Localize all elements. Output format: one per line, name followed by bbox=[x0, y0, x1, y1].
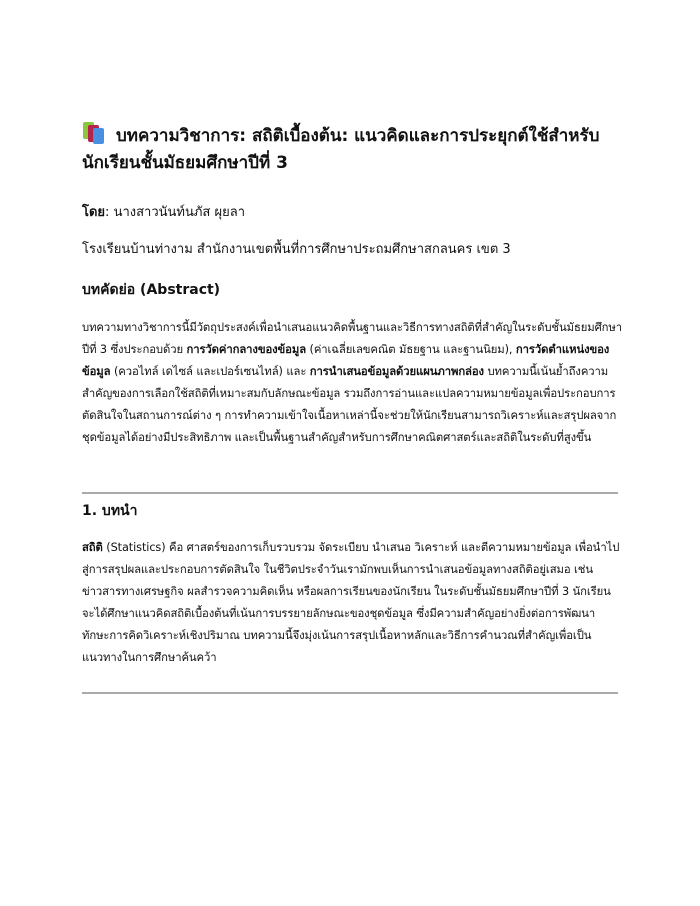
school-affiliation: โรงเรียนบ้านท่างาม สำนักงานเขตพื้นที่การศึกษาประถมศึกษาสกลนคร เขต 3 bbox=[82, 242, 511, 257]
abstract-heading: บทคัดย่อ (Abstract) bbox=[82, 282, 221, 298]
abstract-text: บทความทางวิชาการนี้มีวัตถุประสงค์เพื่อนำเสนอแนวคิดพื้นฐานและวิธีการทางสถิติที่สำคัญในระดับชั้นมัธยมศึกษาปีที่ 3 ซึ่งประกอบด้วย bbox=[82, 321, 622, 356]
section-divider bbox=[82, 492, 618, 494]
abstract-term-boxplot: การนำเสนอข้อมูลด้วยแผนภาพกล่อง bbox=[309, 365, 484, 378]
abstract-term-central-tendency: การวัดค่ากลางของข้อมูล bbox=[186, 343, 307, 356]
section-divider bbox=[82, 692, 618, 694]
books-icon bbox=[82, 122, 108, 144]
byline-label: โดย bbox=[82, 205, 106, 220]
introduction-term: สถิติ bbox=[82, 541, 103, 554]
abstract-text: (ค่าเฉลี่ยเลขคณิต มัธยฐาน และฐานนิยม), bbox=[306, 343, 516, 356]
abstract-paragraph bbox=[82, 317, 622, 449]
introduction-body: (Statistics) คือ ศาสตร์ของการเก็บรวบรวม จัดระเบียบ นำเสนอ วิเคราะห์ และตีความหมายข้อมูล เพื่อนำไปสู่การสรุปผลและประกอบการตัดสินใจ ในชีวิตประจำวันเรามักพบเห็นการนำเสนอข้อมูลทางสถิติอยู่เสมอ เช่น ข่าวสารทางเศรษฐกิจ ผลสำรวจความคิดเห็น หรือผลการเรียนของนักเรียน ในระดับชั้นมัธยมศึกษาปีที่ 3 นักเรียนจะได้ศึกษาแนวคิดสถิติเบื้องต้นที่เน้นการบรรยายลักษณะของชุดข้อมูล ซึ่งมีความสำคัญอย่างยิ่งต่อการพัฒนาทักษะการคิดวิเคราะห์เชิงปริมาณ บทความนี้จึงมุ่งเน้นการสรุปเนื้อหาหลักและวิธีการคำนวณที่สำคัญเพื่อเป็นแนวทางในการศึกษาค้นคว้า bbox=[82, 541, 620, 664]
introduction-heading: 1. บทนำ bbox=[82, 503, 138, 519]
author-name: นางสาวนันท์นภัส ผุยลา bbox=[113, 205, 245, 220]
document-title bbox=[82, 122, 618, 177]
title-text: บทความวิชาการ: สถิติเบื้องต้น: แนวคิดและการประยุกต์ใช้สำหรับนักเรียนชั้นมัธยมศึกษาปีที่ 3 bbox=[82, 126, 600, 173]
byline-separator: : bbox=[105, 205, 114, 220]
introduction-paragraph bbox=[82, 537, 622, 669]
abstract-text: บทความนี้เน้นย้ำถึงความสำคัญของการเลือกใช้สถิติที่เหมาะสมกับลักษณะข้อมูล รวมถึงการอ่านและแปลความหมายข้อมูลเพื่อประกอบการตัดสินใจในสถานการณ์ต่าง ๆ การทำความเข้าใจเนื้อหาเหล่านี้จะช่วยให้นักเรียนสามารถวิเคราะห์และสรุปผลจากชุดข้อมูลได้อย่างมีประสิทธิภาพ และเป็นพื้นฐานสำคัญสำหรับการศึกษาคณิตศาสตร์และสถิติในระดับที่สูงขึ้น bbox=[82, 365, 617, 444]
abstract-text: (ควอไทล์ เดไซล์ และเปอร์เซนไทล์) และ bbox=[110, 365, 310, 378]
byline bbox=[82, 203, 245, 223]
abstract-term-position: การวัดตำแหน่งของข้อมูล bbox=[82, 343, 610, 378]
